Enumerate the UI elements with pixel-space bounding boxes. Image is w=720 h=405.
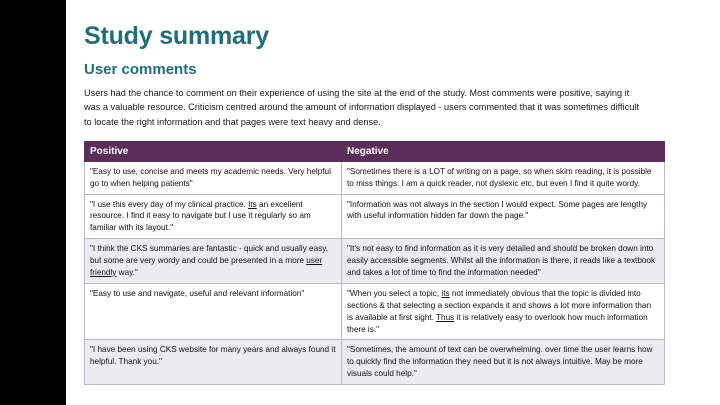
column-header-negative: Negative bbox=[342, 141, 665, 161]
slide bbox=[66, 0, 720, 405]
page-title: Study summary bbox=[84, 22, 269, 50]
cell-positive bbox=[85, 239, 342, 284]
column-header-positive: Positive bbox=[85, 141, 342, 161]
table-row bbox=[85, 161, 665, 194]
section-heading: User comments bbox=[84, 61, 197, 78]
cell-negative: "It's not easy to find information as it is very detailed and should be broken down into easily accessible segments. Whilst all the information is there, it reads like a textbook and takes a lot of time to find the information needed" bbox=[342, 239, 665, 284]
cell-positive: "Easy to use, concise and meets my academic needs. Very helpful go to when helping patients" bbox=[85, 161, 342, 194]
table-row bbox=[85, 340, 665, 385]
cell-text-mid: not immediately obvious that the topic is divided into sections & that selecting a section expands it and shows a lot more information than is available at first sight. bbox=[347, 288, 652, 322]
cell-positive bbox=[85, 194, 342, 239]
cell-text-pre: "I use this every day of my clinical practice. bbox=[90, 199, 249, 209]
comments-table bbox=[84, 141, 665, 385]
cell-text-pre: "I think the CKS summaries are fantastic - quick and usually easy, but some are very wordy and could be presented in a more bbox=[90, 244, 329, 266]
cell-text-underline: Its bbox=[248, 199, 257, 209]
cell-negative bbox=[342, 283, 665, 340]
cell-negative: "Sometimes there is a LOT of writing on a page, so when skim reading, it is possible to miss things. I am a quick reader, not dyslexic etc, but even I find it quite wordy. bbox=[342, 161, 665, 194]
table-row bbox=[85, 194, 665, 239]
cell-text-underline: Thus bbox=[436, 312, 455, 322]
cell-positive: "Easy to use and navigate, useful and relevant information" bbox=[85, 283, 342, 340]
cell-text-post: an excellent resource. I find it easy to navigate but I use it regularly so am familiar with its layout." bbox=[90, 199, 311, 233]
cell-text-pre: "When you select a topic, bbox=[347, 288, 442, 298]
table-row bbox=[85, 283, 665, 340]
cell-text-underline: user friendly bbox=[90, 256, 323, 277]
cell-text-underline: its bbox=[441, 288, 450, 298]
cell-text-post: it is relatively easy to overlook how much information there is." bbox=[347, 312, 648, 334]
cell-positive: "I have been using CKS website for many years and always found it helpful. Thank you." bbox=[85, 340, 342, 385]
table-header-row bbox=[85, 141, 665, 161]
intro-paragraph: Users had the chance to comment on their experience of using the site at the end of the study. Most comments were positive, saying it was a valuable resource. Criticism centred around the amount of information displayed - users commented that it was sometimes difficult to locate the right information and that pages were text heavy and dense. bbox=[84, 88, 639, 127]
cell-text-post: way." bbox=[116, 267, 138, 277]
cell-negative: "Sometimes, the amount of text can be overwhelming. over time the user learns how to quickly find the information they need but it is not always intuitive. May be more visuals could help." bbox=[342, 340, 665, 385]
table-row bbox=[85, 239, 665, 284]
cell-negative: "Information was not always in the section I would expect. Some pages are lengthy with useful information hidden far down the page." bbox=[342, 194, 665, 239]
slide-content bbox=[66, 0, 720, 385]
